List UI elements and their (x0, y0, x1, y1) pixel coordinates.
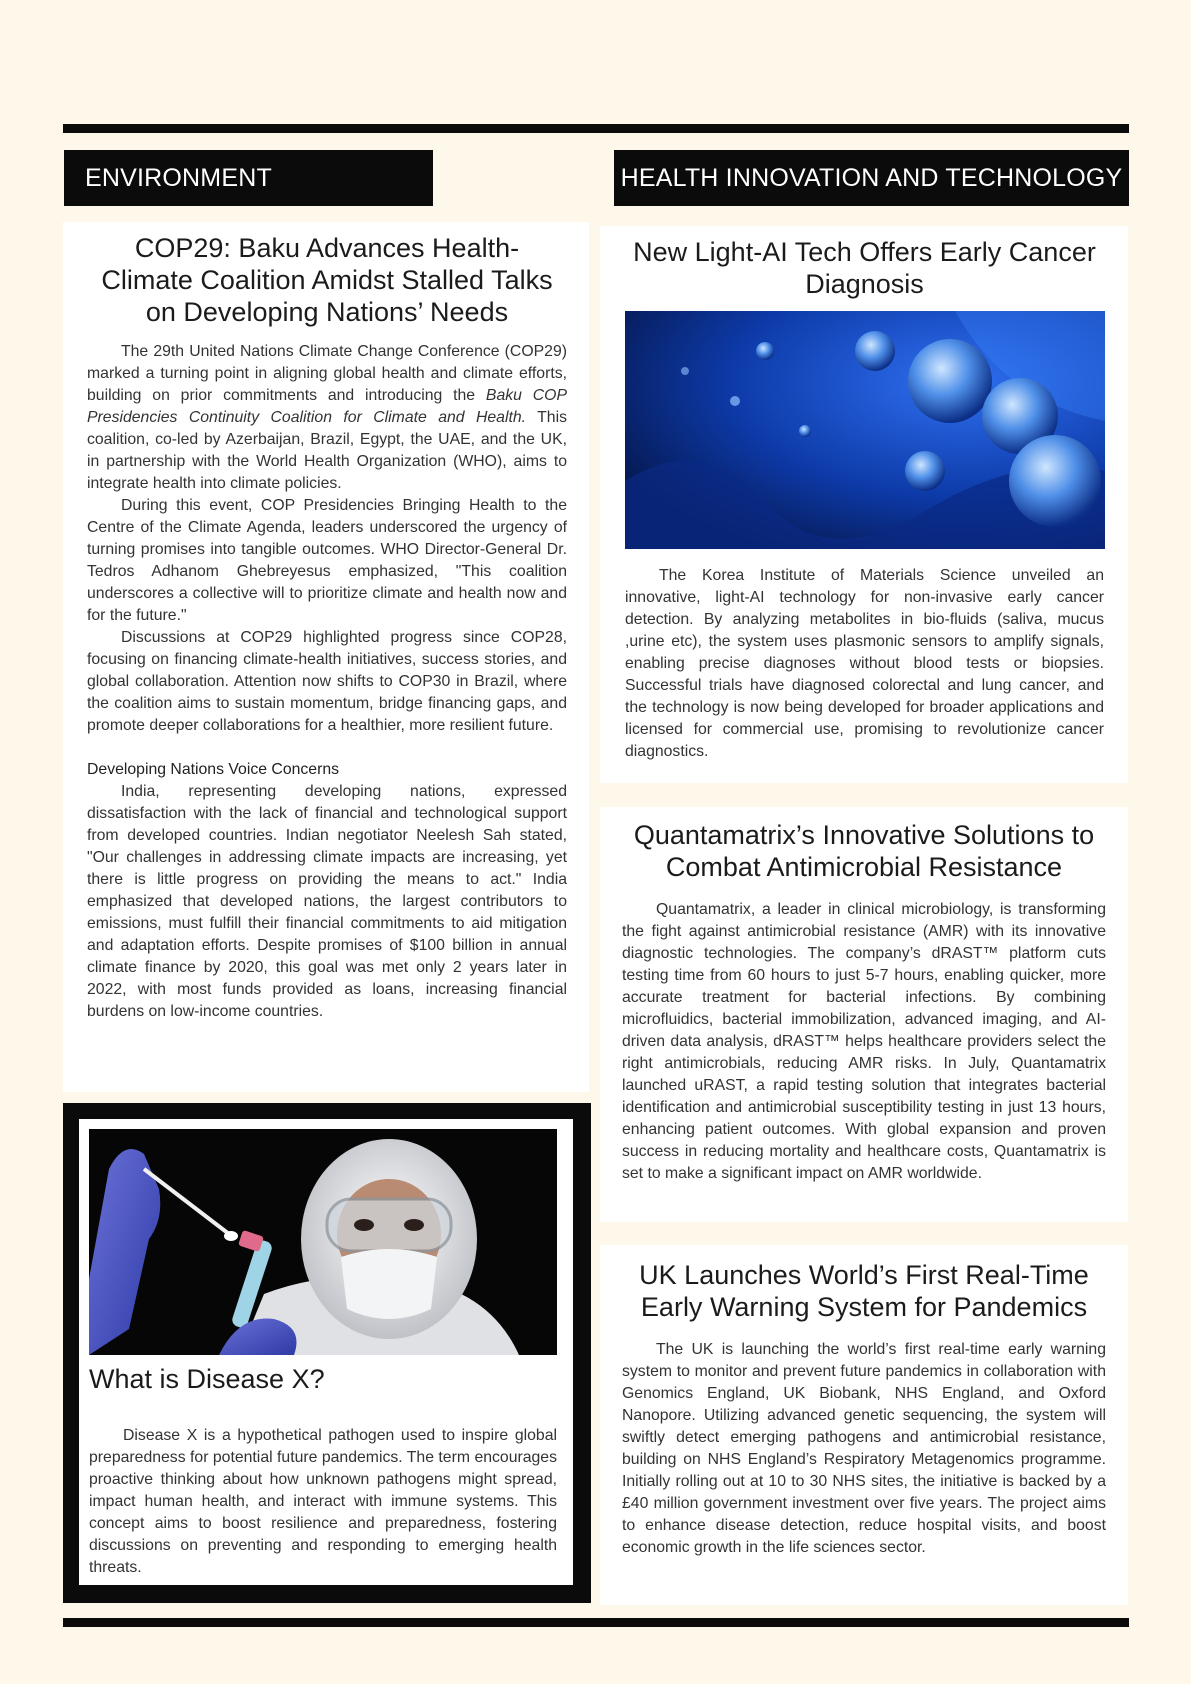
paragraph: The UK is launching the world’s first real-time early warning system to monitor and prevent future pandemics in collaboration with Genomics England, UK Biobank, NHS England, and Oxford Nanopore. Utilizing advanced genetic sequencing, the system will swiftly detect emerging pathogens and antimicrobial resistance, building on NHS England’s Respiratory Metagenomics programme. Initially rolling out at 10 to 30 NHS sites, the initiative is backed by a £40 million government investment over five years. The project aims to enhance disease detection, reduce hospital visits, and boost economic growth in the life sciences sector. (622, 1341, 1106, 1556)
article-quantamatrix (600, 807, 1128, 1222)
article-title: New Light-AI Tech Offers Early Cancer Diagnosis (633, 237, 1096, 299)
paragraph: During this event, COP Presidencies Bringing Health to the Centre of the Climate Agenda, leaders underscored the urgency of turning promises into tangible outcomes. WHO Director-General Dr. Tedros Adhanom Ghebreyesus emphasized, "This coalition underscores a collective will to prioritize climate and health now and for the future." (87, 497, 567, 624)
article-body (89, 1425, 557, 1579)
paragraph: India, representing developing nations, expressed dissatisfaction with the lack of financial and technological support from developed countries. Indian negotiator Neelesh Sah stated, "Our challenges in addressing climate impacts are increasing, yet there is little progress on providing the means to act." India emphasized that developed nations, the largest contributors to emissions, must fulfill their financial commitments to aid mitigation and adaptation efforts. Despite promises of $100 billion in annual climate finance by 2020, this goal was met only 2 years later in 2022, with most funds provided as loans, increasing financial burdens on low-income countries. (87, 783, 567, 1020)
researcher-photo (89, 1129, 557, 1355)
article-subheading: Developing Nations Voice Concerns (87, 761, 340, 778)
coalition-name: Baku COP Presidencies Continuity Coalition for Climate and Health. (87, 387, 567, 426)
paragraph: Quantamatrix, a leader in clinical microbiology, is transforming the fight against antimicrobial resistance (AMR) with its innovative diagnostic technologies. The company’s dRAST™ platform cuts testing time from 60 hours to just 5-7 hours, enabling quicker, more accurate treatment for bacterial infections. By combining microfluidics, bacterial immobilization, advanced imaging, and AI-driven data analysis, dRAST™ helps healthcare providers select the right antimicrobials, reducing AMR risks. In July, Quantamatrix launched uRAST, a rapid testing solution that integrates bacterial identification and antimicrobial susceptibility testing in just 13 hours, enhancing patient outcomes. With global expansion and proven success in reducing mortality and healthcare costs, Quantamatrix is set to make a significant impact on AMR worldwide. (622, 901, 1106, 1182)
researcher-illustration (89, 1129, 557, 1355)
cancer-cells-image (625, 311, 1105, 549)
article-title: UK Launches World’s First Real-Time Early Warning System for Pandemics (639, 1260, 1089, 1322)
article-cop29 (63, 222, 589, 1092)
article-title: What is Disease X? (89, 1364, 325, 1394)
article-body (87, 341, 567, 1023)
paragraph: The 29th United Nations Climate Change Conference (COP29) marked a turning point in aligning global health and climate efforts, building on prior commitments and introducing the Baku COP Presidencies Continuity Coalition for Climate and Health. This coalition, co-led by Azerbaijan, Brazil, Egypt, the UAE, and the UK, in partnership with the World Health Organization (WHO), aims to integrate health into climate policies. (87, 343, 568, 492)
article-disease-x (79, 1119, 573, 1585)
cancer-cells-illustration (625, 311, 1105, 549)
article-title: Quantamatrix’s Innovative Solutions to Combat Antimicrobial Resistance (633, 820, 1095, 882)
article-body (622, 899, 1106, 1185)
top-rule (63, 124, 1129, 133)
paragraph: The Korea Institute of Materials Science unveiled an innovative, light-AI technology for non-invasive early cancer detection. By analyzing metabolites in bio-fluids (saliva, mucus ,urine etc), the system uses plasmonic sensors to amplify signals, enabling precise diagnoses without blood tests or biopsies. Successful trials have diagnosed colorectal and lung cancer, and the technology is now being developed for broader applications and licensed for commercial use, promising to revolutionize cancer diagnostics. (625, 567, 1104, 760)
article-body (622, 1339, 1106, 1559)
article-title: COP29: Baku Advances Health-Climate Coalition Amidst Stalled Talks on Developing Nations’ Needs (101, 233, 553, 327)
bottom-rule (63, 1618, 1129, 1627)
article-uk-early-warning (600, 1245, 1128, 1605)
paragraph: Discussions at COP29 highlighted progress since COP28, focusing on financing climate-health initiatives, success stories, and global collaboration. Attention now shifts to COP30 in Brazil, where the coalition aims to sustain momentum, bridge financing gaps, and promote deeper collaborations for a healthier, more resilient future. (87, 629, 567, 734)
article-disease-x-frame (63, 1103, 591, 1603)
paragraph: Disease X is a hypothetical pathogen used to inspire global preparedness for potential future pandemics. The term encourages proactive thinking about how unknown pathogens might spread, impact human health, and interact with immune systems. This concept aims to boost resilience and preparedness, fostering discussions on preventing and responding to emerging health threats. (89, 1427, 557, 1576)
article-light-ai (600, 226, 1128, 783)
section-header-environment: ENVIRONMENT (64, 150, 433, 206)
section-header-health-innovation: HEALTH INNOVATION AND TECHNOLOGY (614, 150, 1129, 206)
article-body (625, 565, 1104, 763)
